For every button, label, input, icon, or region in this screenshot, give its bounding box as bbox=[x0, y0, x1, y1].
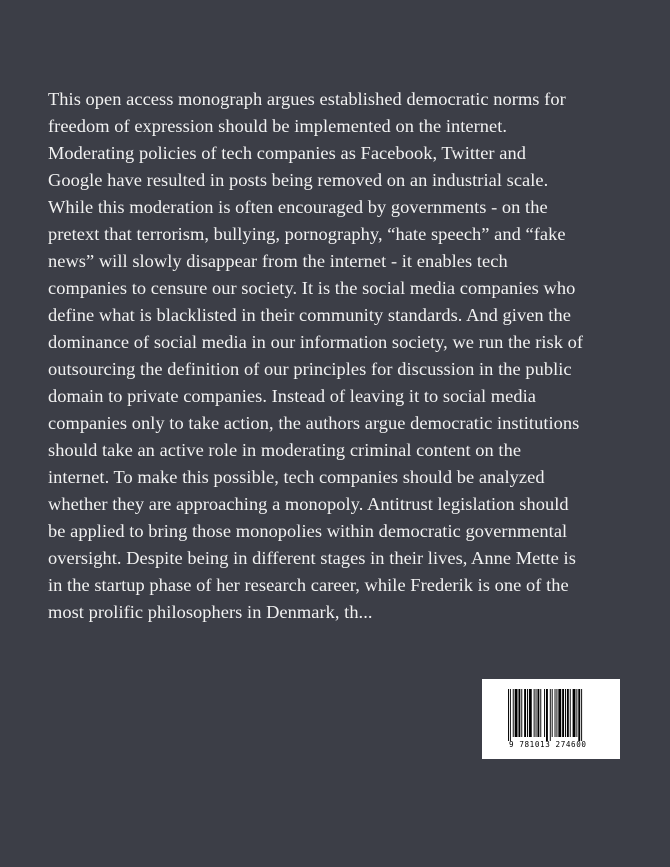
blurb-line: companies to censure our society. It is the social media companies who bbox=[48, 278, 576, 298]
blurb-line: outsourcing the definition of our principles for discussion in the public bbox=[48, 359, 572, 379]
blurb-line: internet. To make this possible, tech companies should be analyzed bbox=[48, 467, 545, 487]
barcode-box bbox=[482, 679, 620, 759]
blurb-line: Google have resulted in posts being removed on an industrial scale. bbox=[48, 170, 549, 190]
blurb-line: oversight. Despite being in different stages in their lives, Anne Mette is bbox=[48, 548, 576, 568]
blurb-line: Moderating policies of tech companies as Facebook, Twitter and bbox=[48, 143, 526, 163]
blurb-text bbox=[48, 86, 648, 626]
barcode-digits: 9 781013 274600 bbox=[509, 740, 587, 749]
blurb-line: dominance of social media in our information society, we run the risk of bbox=[48, 332, 584, 352]
blurb-line: news” will slowly disappear from the internet - it enables tech bbox=[48, 251, 508, 271]
blurb-line: freedom of expression should be implemented on the internet. bbox=[48, 116, 508, 136]
blurb-line: most prolific philosophers in Denmark, th... bbox=[48, 602, 373, 622]
blurb-line: pretext that terrorism, bullying, pornography, “hate speech” and “fake bbox=[48, 224, 566, 244]
blurb-line: in the startup phase of her research career, while Frederik is one of the bbox=[48, 575, 569, 595]
blurb-line: While this moderation is often encouraged by governments - on the bbox=[48, 197, 548, 217]
blurb-line: domain to private companies. Instead of leaving it to social media bbox=[48, 386, 536, 406]
blurb-line: whether they are approaching a monopoly. Antitrust legislation should bbox=[48, 494, 569, 514]
blurb-line: companies only to take action, the authors argue democratic institutions bbox=[48, 413, 580, 433]
blurb-line: This open access monograph argues established democratic norms for bbox=[48, 89, 566, 109]
blurb-line: should take an active role in moderating criminal content on the bbox=[48, 440, 522, 460]
blurb-line: define what is blacklisted in their community standards. And given the bbox=[48, 305, 571, 325]
blurb-line: be applied to bring those monopolies within democratic governmental bbox=[48, 521, 568, 541]
